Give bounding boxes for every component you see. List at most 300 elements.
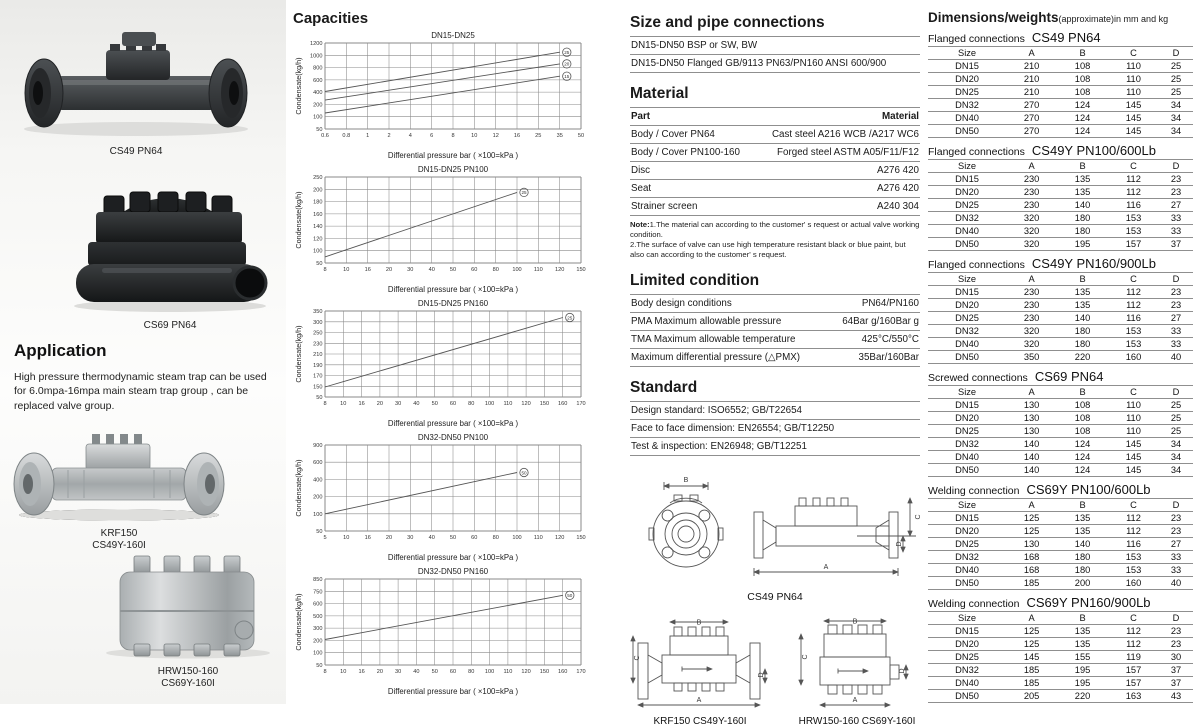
svg-text:50: 50 xyxy=(316,261,323,267)
svg-text:200: 200 xyxy=(313,638,323,645)
svg-text:200: 200 xyxy=(313,494,323,501)
dim-label-d: D xyxy=(899,668,906,674)
table-cell: 25 xyxy=(1159,73,1193,86)
table-cell: 180 xyxy=(1057,338,1108,351)
dimension-table xyxy=(928,272,1193,364)
svg-text:120: 120 xyxy=(521,669,531,675)
connection-type-label: Screwed connections xyxy=(928,372,1028,384)
table-cell: 37 xyxy=(1159,677,1193,690)
limited-condition-row-value: PN64/PN160 xyxy=(861,298,919,309)
table-row xyxy=(928,225,1193,238)
table-cell: DN25 xyxy=(928,86,1006,99)
table-cell: DN32 xyxy=(928,325,1006,338)
svg-text:110: 110 xyxy=(503,401,513,407)
table-cell: 108 xyxy=(1057,86,1108,99)
column-header: D xyxy=(1159,499,1193,512)
svg-text:160: 160 xyxy=(558,401,568,407)
svg-text:Differential pressure bar ( ×1: Differential pressure bar ( ×100=kPa ) xyxy=(387,285,519,294)
table-cell: DN15 xyxy=(928,173,1006,186)
table-cell: 140 xyxy=(1006,464,1057,477)
size-pipe-table xyxy=(630,36,920,73)
column-header: A xyxy=(1006,386,1057,399)
limited-condition-row-label: Body design conditions xyxy=(631,298,732,309)
svg-text:60: 60 xyxy=(471,267,478,273)
table-cell: DN15 xyxy=(928,60,1006,73)
svg-text:30: 30 xyxy=(407,267,414,273)
table-cell: 110 xyxy=(1108,425,1159,438)
table-row xyxy=(928,451,1193,464)
column-header: A xyxy=(1006,499,1057,512)
table-cell: DN20 xyxy=(928,525,1006,538)
table-cell: DN15 xyxy=(928,625,1006,638)
table-cell: 145 xyxy=(1006,651,1057,664)
table-row xyxy=(928,312,1193,325)
table-cell: 108 xyxy=(1057,399,1108,412)
svg-text:100: 100 xyxy=(484,401,495,407)
svg-text:200: 200 xyxy=(313,102,323,109)
column-header: D xyxy=(1159,47,1193,60)
dimension-table-block xyxy=(928,30,1193,138)
svg-text:170: 170 xyxy=(576,669,586,675)
svg-text:8: 8 xyxy=(451,133,455,139)
table-cell: 124 xyxy=(1057,112,1108,125)
svg-text:110: 110 xyxy=(533,535,543,541)
svg-text:80: 80 xyxy=(492,535,499,541)
material-row-value: A276 420 xyxy=(877,165,919,176)
table-cell: 23 xyxy=(1159,299,1193,312)
table-cell: 230 xyxy=(1006,312,1057,325)
size-pipe-row: DN15-DN50 Flanged GB/9113 PN63/PN160 ANSI 600/900 xyxy=(630,54,920,72)
material-row-label: Body / Cover PN100-160 xyxy=(631,147,740,158)
svg-text:10: 10 xyxy=(340,669,347,675)
table-cell: 33 xyxy=(1159,325,1193,338)
table-cell: DN20 xyxy=(928,73,1006,86)
svg-text:250: 250 xyxy=(313,175,323,181)
table-cell: 112 xyxy=(1108,299,1159,312)
table-cell: DN40 xyxy=(928,451,1006,464)
dim-label-a: A xyxy=(823,564,829,571)
column-header: C xyxy=(1108,47,1159,60)
svg-text:190: 190 xyxy=(313,362,323,369)
table-row xyxy=(928,638,1193,651)
table-cell: 195 xyxy=(1057,664,1108,677)
material-row-value: A276 420 xyxy=(877,183,919,194)
table-row xyxy=(928,551,1193,564)
connection-type-label: Flanged connections xyxy=(928,146,1025,158)
hrw150-valve-photo xyxy=(92,548,284,660)
svg-text:8: 8 xyxy=(323,267,327,273)
svg-text:15: 15 xyxy=(564,74,570,79)
table-cell: 110 xyxy=(1108,412,1159,425)
table-row xyxy=(928,438,1193,451)
material-row xyxy=(630,197,920,215)
table-row xyxy=(928,564,1193,577)
column-header: Size xyxy=(928,160,1006,173)
table-cell: 23 xyxy=(1159,186,1193,199)
table-cell: 108 xyxy=(1057,60,1108,73)
table-cell: 125 xyxy=(1006,638,1057,651)
limited-condition-row-value: 64Bar g/160Bar g xyxy=(842,316,919,327)
table-cell: 23 xyxy=(1159,525,1193,538)
table-row xyxy=(928,512,1193,525)
table-cell: 185 xyxy=(1006,677,1057,690)
table-cell: 23 xyxy=(1159,625,1193,638)
table-cell: 145 xyxy=(1108,112,1159,125)
svg-text:100: 100 xyxy=(313,114,323,121)
dimension-table-block xyxy=(928,482,1193,590)
standard-title: Standard xyxy=(630,379,698,396)
table-cell: 27 xyxy=(1159,199,1193,212)
header-row xyxy=(928,160,1193,173)
capacity-chart-svg xyxy=(293,431,591,565)
table-cell: DN20 xyxy=(928,299,1006,312)
capacity-chart-svg xyxy=(293,163,591,297)
table-cell: 155 xyxy=(1057,651,1108,664)
table-cell: 125 xyxy=(1006,625,1057,638)
table-cell: 195 xyxy=(1057,238,1108,251)
svg-text:DN15-DN25: DN15-DN25 xyxy=(431,31,475,40)
hrw150-drawing-caption: HRW150-160 CS69Y-160I xyxy=(798,716,916,727)
connection-type-label: Flanged connections xyxy=(928,259,1025,271)
svg-text:10: 10 xyxy=(471,133,478,139)
dim-label-a: A xyxy=(852,697,858,704)
svg-text:120: 120 xyxy=(521,401,531,407)
hrw150-technical-drawing xyxy=(794,617,920,711)
table-cell: 124 xyxy=(1057,125,1108,138)
caption-line: CS49Y-160I xyxy=(92,539,146,551)
svg-text:50: 50 xyxy=(449,535,457,541)
cs69-valve-photo xyxy=(62,168,278,314)
cs49-valve-photo xyxy=(10,18,262,140)
svg-text:600: 600 xyxy=(313,601,323,608)
column-header: Size xyxy=(928,273,1006,286)
column-header: A xyxy=(1006,612,1057,625)
dimension-table-subtitle xyxy=(928,482,1193,497)
table-row xyxy=(928,186,1193,199)
table-row xyxy=(928,125,1193,138)
svg-text:400: 400 xyxy=(313,477,323,484)
svg-text:500: 500 xyxy=(313,613,323,620)
table-cell: 116 xyxy=(1108,199,1159,212)
dim-label-c: C xyxy=(802,654,809,660)
table-cell: 350 xyxy=(1006,351,1057,364)
svg-text:20: 20 xyxy=(385,535,393,541)
table-cell: 153 xyxy=(1108,225,1159,238)
model-label: CS69Y PN160/900Lb xyxy=(1026,595,1151,610)
table-cell: 37 xyxy=(1159,664,1193,677)
table-cell: 112 xyxy=(1108,173,1159,186)
table-cell: 124 xyxy=(1057,99,1108,112)
table-row xyxy=(928,664,1193,677)
svg-text:900: 900 xyxy=(313,443,323,449)
column-header: Size xyxy=(928,612,1006,625)
svg-text:60: 60 xyxy=(449,401,457,407)
svg-text:12: 12 xyxy=(492,133,499,139)
dimension-table-head xyxy=(928,160,1193,173)
model-label: CS69 PN64 xyxy=(1034,369,1104,384)
table-cell: 140 xyxy=(1057,312,1108,325)
dimension-table-body xyxy=(928,512,1193,590)
table-row xyxy=(928,538,1193,551)
table-cell: 108 xyxy=(1057,73,1108,86)
material-row-label: Strainer screen xyxy=(631,201,698,212)
table-cell: DN25 xyxy=(928,651,1006,664)
column-header: Size xyxy=(928,386,1006,399)
column-header: B xyxy=(1057,47,1108,60)
product-caption-hrw150 xyxy=(92,666,284,690)
table-cell: 195 xyxy=(1057,677,1108,690)
svg-text:100: 100 xyxy=(313,650,323,657)
table-cell: 119 xyxy=(1108,651,1159,664)
svg-text:20: 20 xyxy=(376,401,384,407)
table-cell: 145 xyxy=(1108,438,1159,451)
caption-line: HRW150-160 xyxy=(157,666,219,677)
table-cell: 130 xyxy=(1006,538,1057,551)
column-header: D xyxy=(1159,273,1193,286)
svg-text:2: 2 xyxy=(387,133,391,139)
svg-text:120: 120 xyxy=(555,535,565,541)
svg-text:80: 80 xyxy=(492,267,499,273)
svg-text:110: 110 xyxy=(503,669,513,675)
svg-text:100: 100 xyxy=(512,267,522,273)
table-cell: 320 xyxy=(1006,212,1057,225)
table-cell: 25 xyxy=(1159,412,1193,425)
svg-text:6: 6 xyxy=(430,133,434,139)
svg-text:16: 16 xyxy=(364,535,371,541)
table-cell: 185 xyxy=(1006,577,1057,590)
table-cell: 153 xyxy=(1108,212,1159,225)
table-cell: 34 xyxy=(1159,99,1193,112)
column-header: A xyxy=(1006,273,1057,286)
svg-text:DN32-DN50 PN160: DN32-DN50 PN160 xyxy=(417,567,489,576)
krf150-technical-drawing xyxy=(630,617,770,711)
table-cell: 112 xyxy=(1108,286,1159,299)
dimension-table-subtitle xyxy=(928,30,1193,45)
column-header: C xyxy=(1108,386,1159,399)
svg-text:160: 160 xyxy=(313,211,323,218)
table-cell: 205 xyxy=(1006,690,1057,703)
model-label: CS49 PN64 xyxy=(1031,30,1101,45)
table-cell: 270 xyxy=(1006,125,1057,138)
dim-label-d: D xyxy=(896,541,903,547)
svg-text:150: 150 xyxy=(313,384,323,391)
svg-text:40: 40 xyxy=(428,267,435,273)
svg-text:30: 30 xyxy=(394,401,402,407)
table-cell: 140 xyxy=(1006,451,1057,464)
svg-text:150: 150 xyxy=(576,535,586,541)
table-row xyxy=(928,286,1193,299)
table-cell: 130 xyxy=(1006,425,1057,438)
model-label: CS69Y PN100/600Lb xyxy=(1026,482,1151,497)
column-header: B xyxy=(1057,273,1108,286)
material-row xyxy=(630,161,920,179)
size-pipe-row: DN15-DN50 BSP or SW, BW xyxy=(630,36,920,54)
table-cell: 140 xyxy=(1057,538,1108,551)
dimension-table-head xyxy=(928,47,1193,60)
table-cell: DN40 xyxy=(928,564,1006,577)
table-cell: DN15 xyxy=(928,286,1006,299)
table-cell: 112 xyxy=(1108,625,1159,638)
table-cell: 210 xyxy=(1006,86,1057,99)
table-cell: 163 xyxy=(1108,690,1159,703)
material-table xyxy=(630,107,920,216)
connection-type-label: Welding connection xyxy=(928,598,1020,610)
svg-text:180: 180 xyxy=(313,199,323,206)
table-cell: DN32 xyxy=(928,551,1006,564)
table-row xyxy=(928,60,1193,73)
material-row-header xyxy=(630,107,920,125)
application-section xyxy=(14,341,272,413)
dimension-table-body xyxy=(928,399,1193,477)
svg-text:1200: 1200 xyxy=(310,41,323,47)
table-cell: 125 xyxy=(1006,512,1057,525)
material-row xyxy=(630,143,920,161)
table-cell: 43 xyxy=(1159,690,1193,703)
capacity-chart-svg xyxy=(293,29,591,163)
krf150-drawing-figure xyxy=(630,617,770,727)
table-cell: 180 xyxy=(1057,212,1108,225)
capacity-chart xyxy=(293,297,591,431)
table-cell: 108 xyxy=(1057,425,1108,438)
table-cell: 112 xyxy=(1108,512,1159,525)
material-row-label: Body / Cover PN64 xyxy=(631,129,715,140)
table-cell: 33 xyxy=(1159,338,1193,351)
table-row xyxy=(928,338,1193,351)
column-header: B xyxy=(1057,499,1108,512)
table-cell: 320 xyxy=(1006,325,1057,338)
table-cell: 135 xyxy=(1057,512,1108,525)
capacity-chart xyxy=(293,29,591,163)
table-cell: DN40 xyxy=(928,338,1006,351)
svg-text:DN32-DN50 PN100: DN32-DN50 PN100 xyxy=(417,433,489,442)
material-row-value: Forged steel ASTM A05/F11/F12 xyxy=(777,147,919,158)
dimension-table-block xyxy=(928,143,1193,251)
table-cell: 25 xyxy=(1159,60,1193,73)
column-header: C xyxy=(1108,160,1159,173)
table-row xyxy=(928,99,1193,112)
table-cell: 135 xyxy=(1057,525,1108,538)
table-cell: 180 xyxy=(1057,225,1108,238)
dimension-table-body xyxy=(928,625,1193,703)
svg-text:100: 100 xyxy=(484,669,495,675)
drawing-row xyxy=(630,617,920,727)
table-cell: 23 xyxy=(1159,286,1193,299)
model-label: CS49Y PN160/900Lb xyxy=(1031,256,1156,271)
svg-text:5: 5 xyxy=(323,535,327,541)
svg-text:50: 50 xyxy=(577,133,585,139)
svg-text:25: 25 xyxy=(567,315,573,321)
table-cell: 33 xyxy=(1159,564,1193,577)
table-cell: 270 xyxy=(1006,99,1057,112)
capacity-chart-svg xyxy=(293,297,591,431)
table-cell: DN25 xyxy=(928,199,1006,212)
svg-text:250: 250 xyxy=(313,330,323,337)
svg-text:Condensate(kg/h): Condensate(kg/h) xyxy=(294,325,303,383)
svg-text:40: 40 xyxy=(428,535,435,541)
svg-text:4: 4 xyxy=(408,133,412,139)
svg-text:750: 750 xyxy=(313,589,323,596)
table-cell: 110 xyxy=(1108,86,1159,99)
svg-text:200: 200 xyxy=(313,187,323,194)
table-cell: 140 xyxy=(1006,438,1057,451)
table-cell: 112 xyxy=(1108,186,1159,199)
table-cell: DN20 xyxy=(928,638,1006,651)
material-title: Material xyxy=(630,85,689,102)
table-cell: DN25 xyxy=(928,425,1006,438)
dimension-table-block xyxy=(928,369,1193,477)
col-header: Part xyxy=(631,111,651,122)
table-row xyxy=(928,351,1193,364)
table-cell: DN50 xyxy=(928,464,1006,477)
dimensions-title xyxy=(928,10,1193,25)
table-cell: 180 xyxy=(1057,551,1108,564)
limited-condition-row-label: TMA Maximum allowable temperature xyxy=(631,334,796,345)
product-photo-panel xyxy=(0,0,286,704)
table-cell: DN40 xyxy=(928,112,1006,125)
svg-text:50: 50 xyxy=(449,267,457,273)
table-cell: 33 xyxy=(1159,212,1193,225)
table-cell: DN32 xyxy=(928,99,1006,112)
svg-text:Condensate(kg/h): Condensate(kg/h) xyxy=(294,459,303,517)
svg-text:50: 50 xyxy=(316,127,323,133)
svg-text:100: 100 xyxy=(313,248,323,255)
svg-text:850: 850 xyxy=(313,577,323,583)
material-note xyxy=(630,220,920,260)
table-row xyxy=(928,399,1193,412)
table-row xyxy=(928,199,1193,212)
dimension-table xyxy=(928,46,1193,138)
table-cell: 23 xyxy=(1159,173,1193,186)
application-title: Application xyxy=(14,341,107,360)
table-cell: 23 xyxy=(1159,638,1193,651)
table-cell: DN32 xyxy=(928,212,1006,225)
hrw150-drawing-figure xyxy=(794,617,920,727)
table-cell: DN15 xyxy=(928,399,1006,412)
svg-text:30: 30 xyxy=(407,535,414,541)
table-cell: 180 xyxy=(1057,325,1108,338)
table-cell: 145 xyxy=(1108,125,1159,138)
column-header: B xyxy=(1057,612,1108,625)
svg-text:25: 25 xyxy=(535,133,542,139)
svg-text:100: 100 xyxy=(512,535,522,541)
table-row xyxy=(928,325,1193,338)
svg-text:50: 50 xyxy=(316,529,323,535)
table-row xyxy=(928,412,1193,425)
limited-condition-row-label: PMA Maximum allowable pressure xyxy=(631,316,782,327)
dim-label-c: C xyxy=(915,514,922,520)
dimension-table-subtitle xyxy=(928,369,1193,384)
table-cell: DN20 xyxy=(928,412,1006,425)
dimension-table-subtitle xyxy=(928,256,1193,271)
table-cell: 23 xyxy=(1159,512,1193,525)
limited-condition-row xyxy=(630,312,920,330)
table-cell: 130 xyxy=(1006,399,1057,412)
limited-condition-row xyxy=(630,330,920,348)
header-row xyxy=(928,612,1193,625)
table-cell: 110 xyxy=(1108,399,1159,412)
dim-label-c: C xyxy=(634,655,641,661)
table-cell: 135 xyxy=(1057,286,1108,299)
table-cell: 27 xyxy=(1159,312,1193,325)
material-row-label: Seat xyxy=(631,183,652,194)
table-cell: 220 xyxy=(1057,690,1108,703)
table-cell: 34 xyxy=(1159,125,1193,138)
dimension-table-subtitle xyxy=(928,595,1193,610)
table-row xyxy=(928,112,1193,125)
svg-text:150: 150 xyxy=(576,267,586,273)
svg-text:120: 120 xyxy=(313,236,323,243)
svg-text:10: 10 xyxy=(343,535,350,541)
